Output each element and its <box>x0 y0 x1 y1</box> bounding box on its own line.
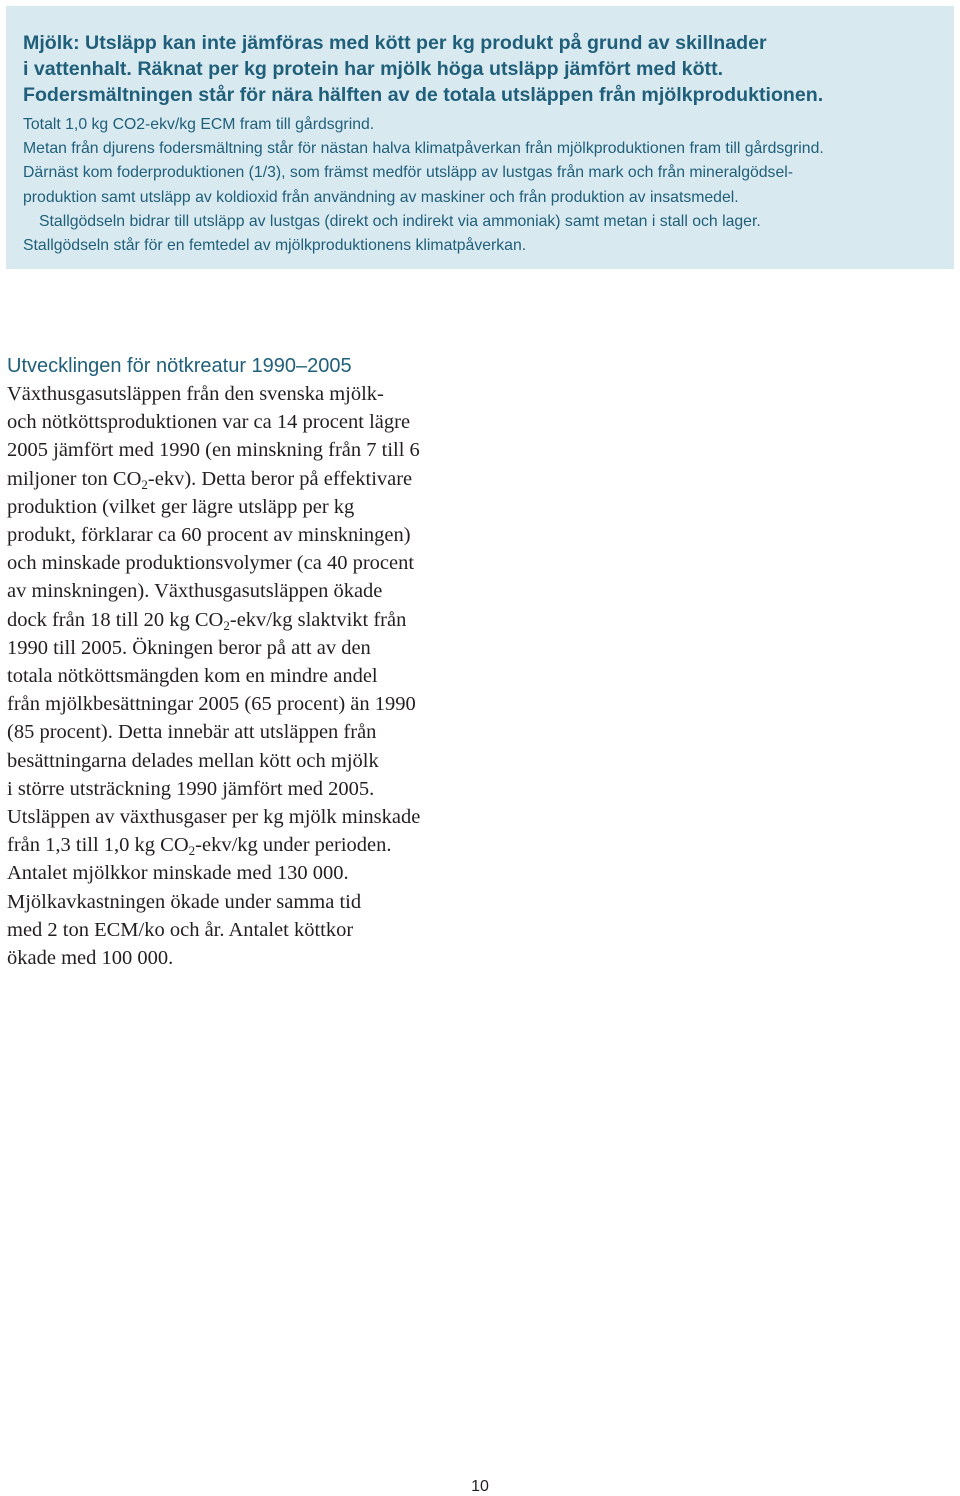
info-box-heading-line: i vattenhalt. Räknat per kg protein har mjölk höga utsläpp jämfört med kött. <box>23 58 724 80</box>
body-line: Utsläppen av växthusgaser per kg mjölk minskade <box>7 806 421 829</box>
body-line: totala nötköttsmängden kom en mindre andel <box>7 665 378 688</box>
body-text: -ekv/kg slaktvikt från <box>229 608 407 631</box>
page-number: 10 <box>471 1478 489 1495</box>
body-line: Växthusgasutsläppen från den svenska mjölk- <box>7 383 384 405</box>
info-box-heading-line: Mjölk: Utsläpp kan inte jämföras med kött per kg produkt på grund av skillnader <box>23 32 767 54</box>
body-line: Mjölkavkastningen ökade under samma tid <box>7 890 362 913</box>
body-line: och nötköttsproduktionen var ca 14 procent lägre <box>7 411 411 434</box>
body-text: miljoner ton CO <box>7 467 142 490</box>
body-line <box>7 465 477 493</box>
section-cattle-development <box>7 352 477 972</box>
body-line: med 2 ton ECM/ko och år. Antalet köttkor <box>7 918 354 941</box>
info-box-heading <box>23 30 938 108</box>
info-box <box>6 6 954 269</box>
body-line: 2005 jämfört med 1990 (en minskning från 7 till 6 <box>7 439 420 462</box>
body-line: i större utsträckning 1990 jämfört med 2005. <box>7 777 375 800</box>
body-line: Antalet mjölkkor minskade med 130 000. <box>7 862 349 885</box>
info-box-line: Stallgödseln bidrar till utsläpp av lustgas (direkt och indirekt via ammoniak) samt metan i stall och lager. <box>39 212 761 230</box>
section-title: Utvecklingen för nötkreatur 1990–2005 <box>7 355 352 377</box>
info-box-line: Därnäst kom foderproduktionen (1/3), som främst medför utsläpp av lustgas från mark och från mineralgödsel- <box>23 164 793 182</box>
section-body <box>7 380 477 972</box>
body-line: (85 procent). Detta innebär att utsläppen från <box>7 721 377 744</box>
body-line <box>7 831 477 859</box>
info-box-line: Metan från djurens fodersmältning står för nästan halva klimatpåverkan från mjölkproduktionen fram till gårdsgrind. <box>23 140 824 158</box>
info-box-body <box>23 113 938 258</box>
body-line: 1990 till 2005. Ökningen beror på att av den <box>7 636 371 659</box>
body-line: av minskningen). Växthusgasutsläppen ökade <box>7 580 383 603</box>
body-line: produkt, förklarar ca 60 procent av minskningen) <box>7 524 411 547</box>
body-line: och minskade produktionsvolymer (ca 40 procent <box>7 552 415 575</box>
body-text: -ekv). Detta beror på effektivare <box>147 467 413 490</box>
body-line: från mjölkbesättningar 2005 (65 procent) än 1990 <box>7 693 416 716</box>
info-box-line: Totalt 1,0 kg CO2-ekv/kg ECM fram till gårdsgrind. <box>23 116 375 133</box>
body-text: från 1,3 till 1,0 kg CO <box>7 834 189 857</box>
body-text: dock från 18 till 20 kg CO <box>7 608 224 631</box>
subscript: 2 <box>223 617 230 633</box>
body-line: ökade med 100 000. <box>7 947 174 970</box>
info-box-line: produktion samt utsläpp av koldioxid från användning av maskiner och från produktion av insatsmedel. <box>23 188 739 206</box>
info-box-heading-line: Fodersmältningen står för nära hälften av de totala utsläppen från mjölkproduktionen. <box>23 84 824 106</box>
subscript: 2 <box>141 476 148 492</box>
info-box-line: Stallgödseln står för en femtedel av mjölkproduktionens klimatpåverkan. <box>23 237 527 255</box>
body-line: produktion (vilket ger lägre utsläpp per kg <box>7 495 355 518</box>
body-text: -ekv/kg under perioden. <box>195 834 392 857</box>
body-line: besättningarna delades mellan kött och mjölk <box>7 749 379 772</box>
body-line <box>7 606 477 634</box>
subscript: 2 <box>188 843 196 859</box>
